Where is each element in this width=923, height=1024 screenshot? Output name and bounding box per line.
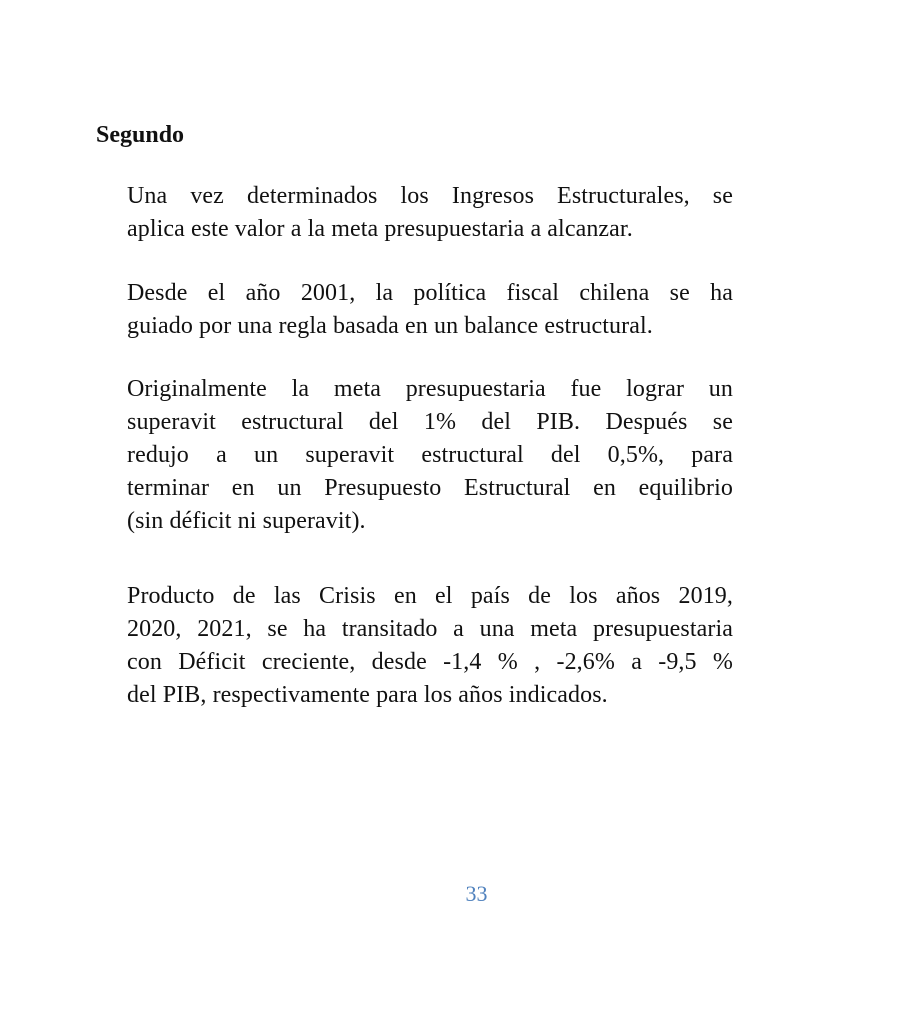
paragraph-line: (sin déficit ni superavit).	[127, 508, 366, 534]
section-heading: Segundo	[96, 122, 185, 148]
paragraph-line: con Déficit creciente, desde -1,4 % , -2,6% a -9,5 %	[127, 649, 733, 675]
paragraph-1	[127, 180, 733, 246]
paragraph-3	[127, 373, 733, 538]
paragraph-line: Producto de las Crisis en el país de los años 2019,	[127, 583, 733, 609]
paragraph-line: del PIB, respectivamente para los años indicados.	[127, 682, 608, 708]
paragraph-line: superavit estructural del 1% del PIB. Después se	[127, 409, 733, 435]
paragraph-line: Una vez determinados los Ingresos Estructurales, se	[127, 183, 733, 209]
paragraph-line: Originalmente la meta presupuestaria fue lograr un	[127, 376, 733, 402]
paragraph-line: redujo a un superavit estructural del 0,5%, para	[127, 442, 733, 468]
paragraph-4	[127, 580, 733, 712]
paragraph-2	[127, 277, 733, 343]
page-number: 33	[465, 881, 488, 906]
paragraph-line: 2020, 2021, se ha transitado a una meta presupuestaria	[127, 616, 733, 642]
paragraph-line: Desde el año 2001, la política fiscal chilena se ha	[127, 280, 733, 306]
paragraph-line: aplica este valor a la meta presupuestaria a alcanzar.	[127, 216, 633, 242]
paragraph-line: guiado por una regla basada en un balance estructural.	[127, 313, 653, 339]
paragraph-line: terminar en un Presupuesto Estructural en equilibrio	[127, 475, 733, 501]
